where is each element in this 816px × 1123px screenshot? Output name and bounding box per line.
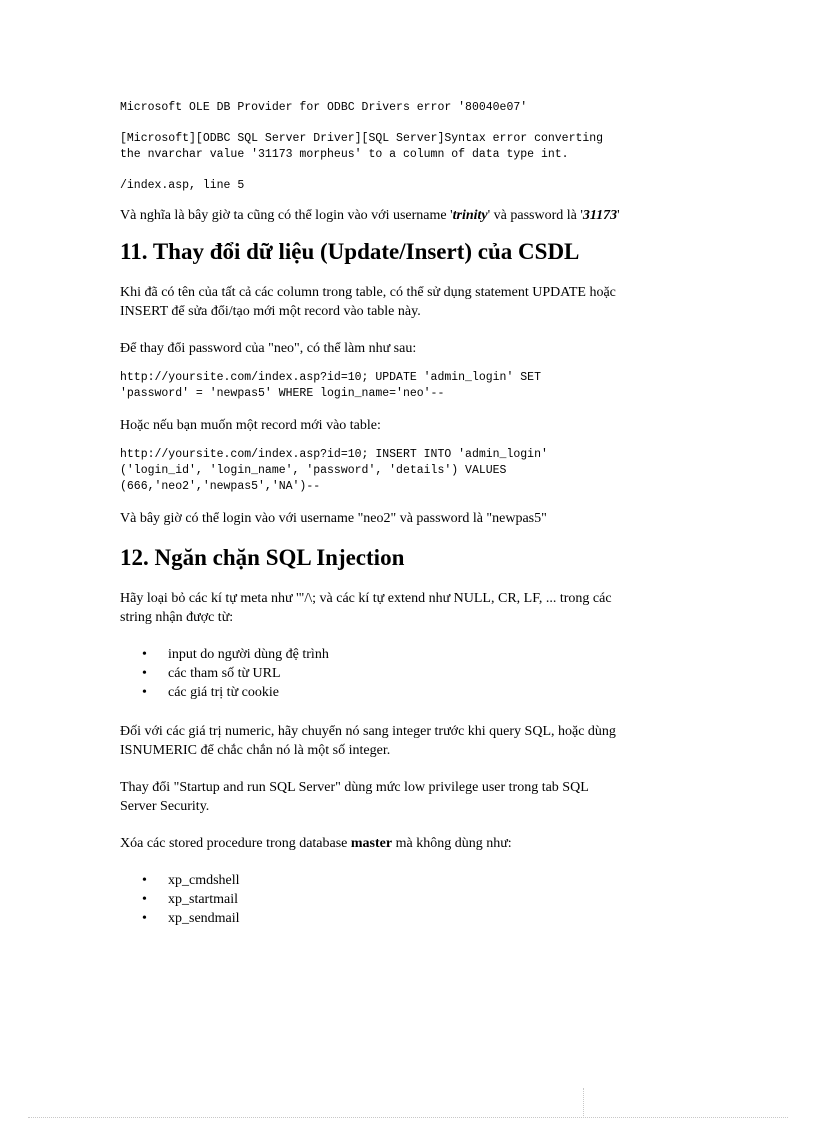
list-item [142,645,700,664]
document-body [120,100,700,928]
section-12-para2-line2: ISNUMERIC để chắc chắn nó là một số integer. [120,743,391,758]
page-bottom-rule [28,1117,788,1118]
section-11-para1-line2: INSERT để sửa đổi/tạo mới một record vào table này. [120,304,421,319]
code2-line3: (666,'neo2','newpas5','NA')-- [120,480,321,493]
para4-prefix: Xóa các stored procedure trong database [120,836,351,851]
source-list [120,645,700,702]
list-item [142,890,700,909]
section-11-para4: Và bây giờ có thể login vào với username "neo2" và password là "newpas5" [120,511,547,526]
error-line-4: /index.asp, line 5 [120,179,245,192]
list-item [142,664,700,683]
section-12-para2-line1: Đối với các giá trị numeric, hãy chuyển nó sang integer trước khi query SQL, hoặc dùng [120,724,616,739]
code1-line1: http://yoursite.com/index.asp?id=10; UPDATE 'admin_login' SET [120,371,541,384]
section-12-para3-line1: Thay đổi "Startup and run SQL Server" dùng mức low privilege user trong tab SQL [120,780,589,795]
procedure-list [120,871,700,928]
page-corner-mark [583,1088,585,1116]
login-sentence-prefix: Và nghĩa là bây giờ ta cũng có thể login vào với username ' [120,208,453,223]
list-item-text: input do người dùng đệ trình [168,647,329,662]
bullet-icon: • [142,685,147,700]
list-item-text: các tham số từ URL [168,666,281,681]
login-sentence-suffix: ' [617,208,620,223]
code1-line2: 'password' = 'newpas5' WHERE login_name='neo'-- [120,387,445,400]
section-12-para1-line1: Hãy loại bỏ các kí tự meta như '"/\; và các kí tự extend như NULL, CR, LF, ... trong các [120,591,612,606]
bullet-icon: • [142,892,147,907]
para4-bold-master: master [350,836,393,851]
para4-suffix: mà không dùng như: [392,836,512,851]
section-11-para1-line1: Khi đã có tên của tất cả các column trong table, có thể sử dụng statement UPDATE hoặc [120,285,616,300]
error-line-2: [Microsoft][ODBC SQL Server Driver][SQL Server]Syntax error converting [120,132,604,145]
bullet-icon: • [142,666,147,681]
section-11-para3: Hoặc nếu bạn muốn một record mới vào table: [120,418,381,433]
section-12-para1-line2: string nhận được từ: [120,610,234,625]
login-sentence [120,206,700,225]
list-item [142,683,700,702]
list-item-text: xp_startmail [168,892,238,907]
list-item-text: các giá trị từ cookie [168,685,279,700]
section-11-para2: Để thay đổi password của "neo", có thể làm như sau: [120,341,417,356]
list-item-text: xp_sendmail [168,911,240,926]
bullet-icon: • [142,873,147,888]
bullet-icon: • [142,647,147,662]
section-12-heading: 12. Ngăn chặn SQL Injection [120,545,405,570]
code2-line1: http://yoursite.com/index.asp?id=10; INSERT INTO 'admin_login' [120,448,548,461]
login-username: trinity [452,208,488,223]
section-12-para4 [120,834,700,853]
error-line-3: the nvarchar value '31173 morpheus' to a column of data type int. [120,148,569,161]
section-11-heading: 11. Thay đổi dữ liệu (Update/Insert) của CSDL [120,239,580,264]
list-item-text: xp_cmdshell [168,873,240,888]
list-item [142,909,700,928]
code2-line2: ('login_id', 'login_name', 'password', 'details') VALUES [120,464,507,477]
bullet-icon: • [142,911,147,926]
login-sentence-middle: ' và password là ' [487,208,583,223]
error-line-1: Microsoft OLE DB Provider for ODBC Drivers error '80040e07' [120,101,528,114]
section-12-para3-line2: Server Security. [120,799,210,814]
login-password: 31173 [582,208,618,223]
list-item [142,871,700,890]
